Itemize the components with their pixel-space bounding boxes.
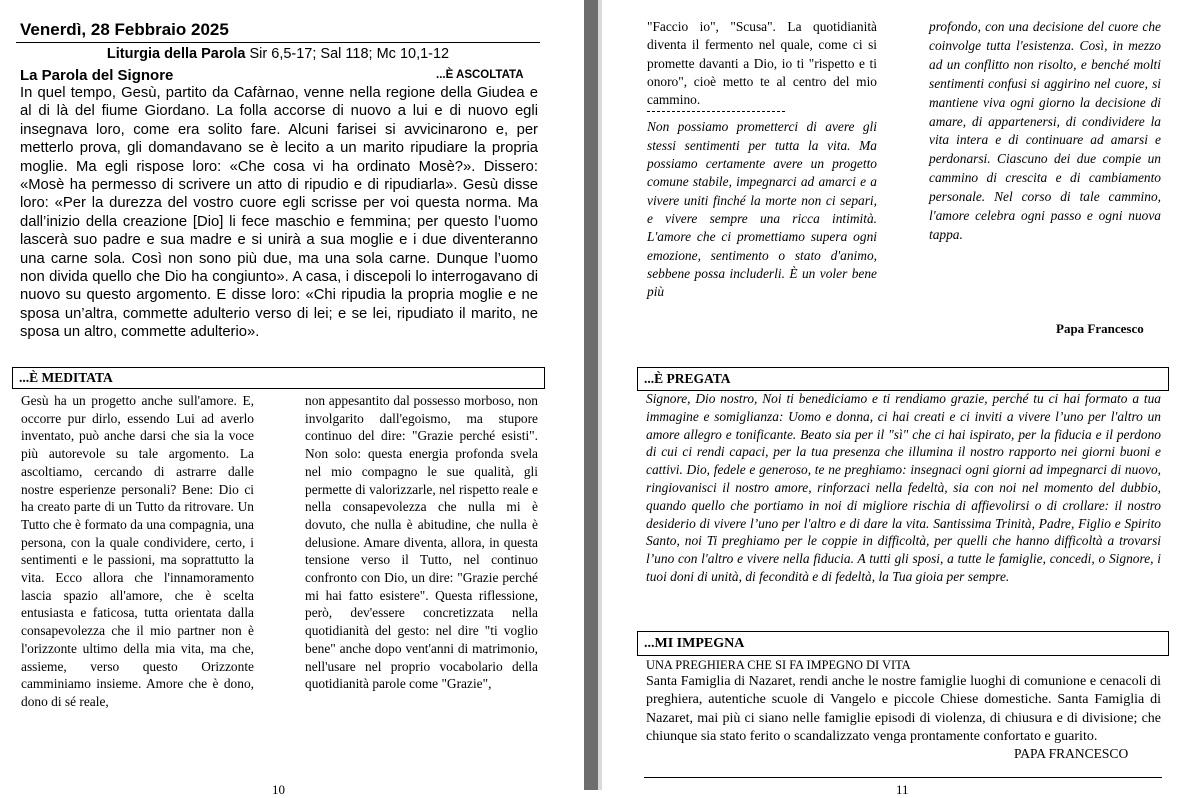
gospel-text: In quel tempo, Gesù, partito da Cafàrnao, venne nella regione della Giudea e al di là del fiume Giordano. La folla accorse di nuovo a lui e di nuovo egli insegnava loro, come era solito fare. Alcuni farisei si avvicinarono e, per metterlo prova, gli domandavano se è lecito a un marito ripudiare la propria moglie. Ma egli rispose loro: «Che cosa vi ha ordinato Mosè?». Dissero: «Mosè ha permesso di scrivere un atto di ripudio e di ripudiarla». Gesù disse loro: «Per la durezza del vostro cuore egli scrisse per voi questa norma. Ma dall’inizio della creazione [Dio] li fece maschio e femmina; per questo l’uomo lascerà suo padre e sua madre e si unirà a sua moglie e i due diventeranno una carne sola. Così non sono più due, ma una sola carne. Dunque l’uomo non divida quello che Dio ha congiunto». A casa, i discepoli lo interrogavano di nuovo su questo argomento. E disse loro: «Chi ripudia la propria moglie e ne sposa un’altra, commette adulterio verso di lei; e se lei, ripudiato il marito, ne sposa un altro, commette adulterio». bbox=[20, 85, 538, 341]
page-gutter-shadow bbox=[598, 0, 602, 790]
signature-papa-francesco-caps: PAPA FRANCESCO bbox=[1014, 746, 1129, 761]
meditata-header bbox=[12, 367, 545, 389]
impegna-label: ...MI IMPEGNA bbox=[644, 636, 745, 651]
date-heading: Venerdì, 28 Febbraio 2025 bbox=[20, 20, 229, 39]
impegna-header bbox=[637, 631, 1169, 656]
reflection-italic-text: Non possiamo prometterci di avere gli stessi sentimenti per tutta la vita. Ma possiamo certamente avere un progetto comune stabile, impegnarci ad amarci e a vivere uniti finché la morte non ci separi, e vivere sempre una ricca intimità. L'amore che ci promettiamo supera ogni emozione, sentimento o stato d'animo, sebbene possa includerli. È un voler bene più bbox=[647, 119, 877, 300]
page-number-right: 11 bbox=[896, 782, 909, 797]
pregata-label: ...È PREGATA bbox=[644, 371, 731, 386]
footer-rule bbox=[644, 777, 1162, 778]
liturgy-refs: Sir 6,5-17; Sal 118; Mc 10,1-12 bbox=[249, 46, 450, 62]
meditata-column-1: Gesù ha un progetto anche sull'amore. E, occorre pur dirlo, essendo Lui ad averlo inventato, può anche darsi che sia la voce più autorevole su tale argomento. La ascoltiamo, cercando di astrarre dalle nostre esperienze personali? Bene: Dio ci ha creato parte di un Tutto da ritrovare. Un Tutto che è formato da una compagnia, una persona, con la quale condividere, certo, i sentimenti e le passioni, ma soprattutto la vita. Ecco allora che l'innamoramento lascia spazio all'amore, che è scelta entusiasta e faticosa, tutta orientata dalla consapevolezza che il mio partner non è l'orizzonte ultimo della mia vita, ma che, assieme, verso questo Orizzonte camminiamo insieme. Amore che è dono, dono di sé reale, bbox=[21, 393, 254, 709]
signature-papa-francesco: Papa Francesco bbox=[1056, 321, 1144, 336]
reflection-column-1 bbox=[647, 18, 877, 301]
dashed-separator bbox=[647, 111, 785, 112]
meditata-column-2: non appesantito dal possesso morboso, non involgarito dall'egoismo, ma stupore continuo del dire: "Grazie perché esisti". Non solo: questa energia profonda svela nel mio compagno le sue qualità, gli permette di valorizzarle, nel rispetto reale e nella consapevolezza che nulla mi è dovuto, che nulla è abitudine, che nulla è delusione. Amare diventa, allora, in questa tensione verso il Tutto, nel continuo confronto con Dio, un dire: "Grazie perché mi hai fatto esistere". Questa riflessione, però, dev'essere concretizzata nella quotidianità del gesto: nel dire "ti voglio bene" anche dopo vent'anni di matrimonio, nell'usare nel proprio vocabolario della quotidianità parole come "Grazie", bbox=[305, 393, 538, 692]
ascoltata-label: ...È ASCOLTATA bbox=[436, 69, 524, 81]
liturgy-line bbox=[16, 46, 540, 62]
pregata-text: Signore, Dio nostro, Noi ti benediciamo e ti rendiamo grazie, perché tu ci hai formato a tua immagine e somiglianza: Uomo e donna, ci hai creati e ci inviti a vivere l’uno per l'altro un amore allegro e tonificante. Beato sia per il "sì" che ci hai ispirato, per la fiducia e il perdono di cui ci rendi capaci, per la tua presenza che illumina il nostro rapporto nei giorni buoni e cattivi. Dio, fedele e generoso, te ne preghiamo: insegnaci ogni giorni ad impegnarci di nuovo, ringiovanisci il nostro amore, rinforzaci nella fedeltà, sia con noi nel momento del dubbio, quando quello che portiamo in noi di migliore rischia di affievolirsi o di crollare: il nostro desiderio di vivere l’uno per l'altro e di dare la vita. Santissima Trinità, Padre, Figlio e Spirito Santo, noi Ti preghiamo per le coppie in difficoltà, per quelli che hanno difficoltà a trovarsi l’uno con l'altro e vivere nella fiducia. A tutti gli sposi, a tutte le famiglie, concedi, o Signore, i tuoi doni di unità, di fecondità e di fedeltà, la Tua gioia per sempre. bbox=[646, 391, 1161, 584]
reflection-text: "Faccio io", "Scusa". La quotidianità diventa il fermento nel quale, come ci si promette davanti a Dio, io ti "rispetto e ti onoro", cioè metto te al centro del mio cammino. bbox=[647, 19, 877, 108]
meditata-label: ...È MEDITATA bbox=[19, 370, 113, 385]
reflection-column-2: profondo, con una decisione del cuore che coinvolge tutta l'esistenza. Così, in mezzo ad un conflitto non risolto, e benché molti sentimenti confusi si aggirino nel cuore, si mantiene viva ogni giorno la decisione di amare, di appartenersi, di condividere la vita intera e di continuare ad amarsi e perdonarsi. Ciascuno dei due compie un cammino di crescita e di cambiamento personale. Nel corso di tale cammino, l'amore celebra ogni passo e ogni nuova tappa. bbox=[929, 19, 1161, 242]
pregata-header bbox=[637, 367, 1169, 391]
parola-title: La Parola del Signore bbox=[20, 67, 174, 84]
page-gutter bbox=[584, 0, 598, 790]
impegna-title: UNA PREGHIERA CHE SI FA IMPEGNO DI VITA bbox=[646, 658, 911, 672]
header-rule bbox=[16, 42, 540, 43]
page-number-left: 10 bbox=[272, 782, 285, 797]
liturgy-title: Liturgia della Parola bbox=[106, 46, 246, 62]
impegna-text: Santa Famiglia di Nazaret, rendi anche le nostre famiglie luoghi di comunione e cenacoli di preghiera, autentiche scuole di Vangelo e piccole Chiese domestiche. Santa Famiglia di Nazaret, mai più ci siano nelle famiglie episodi di violenza, di chiusura e di divisione; che chiunque sia stato ferito o scandalizzato venga prontamente confortato e guarito. bbox=[646, 674, 1161, 744]
